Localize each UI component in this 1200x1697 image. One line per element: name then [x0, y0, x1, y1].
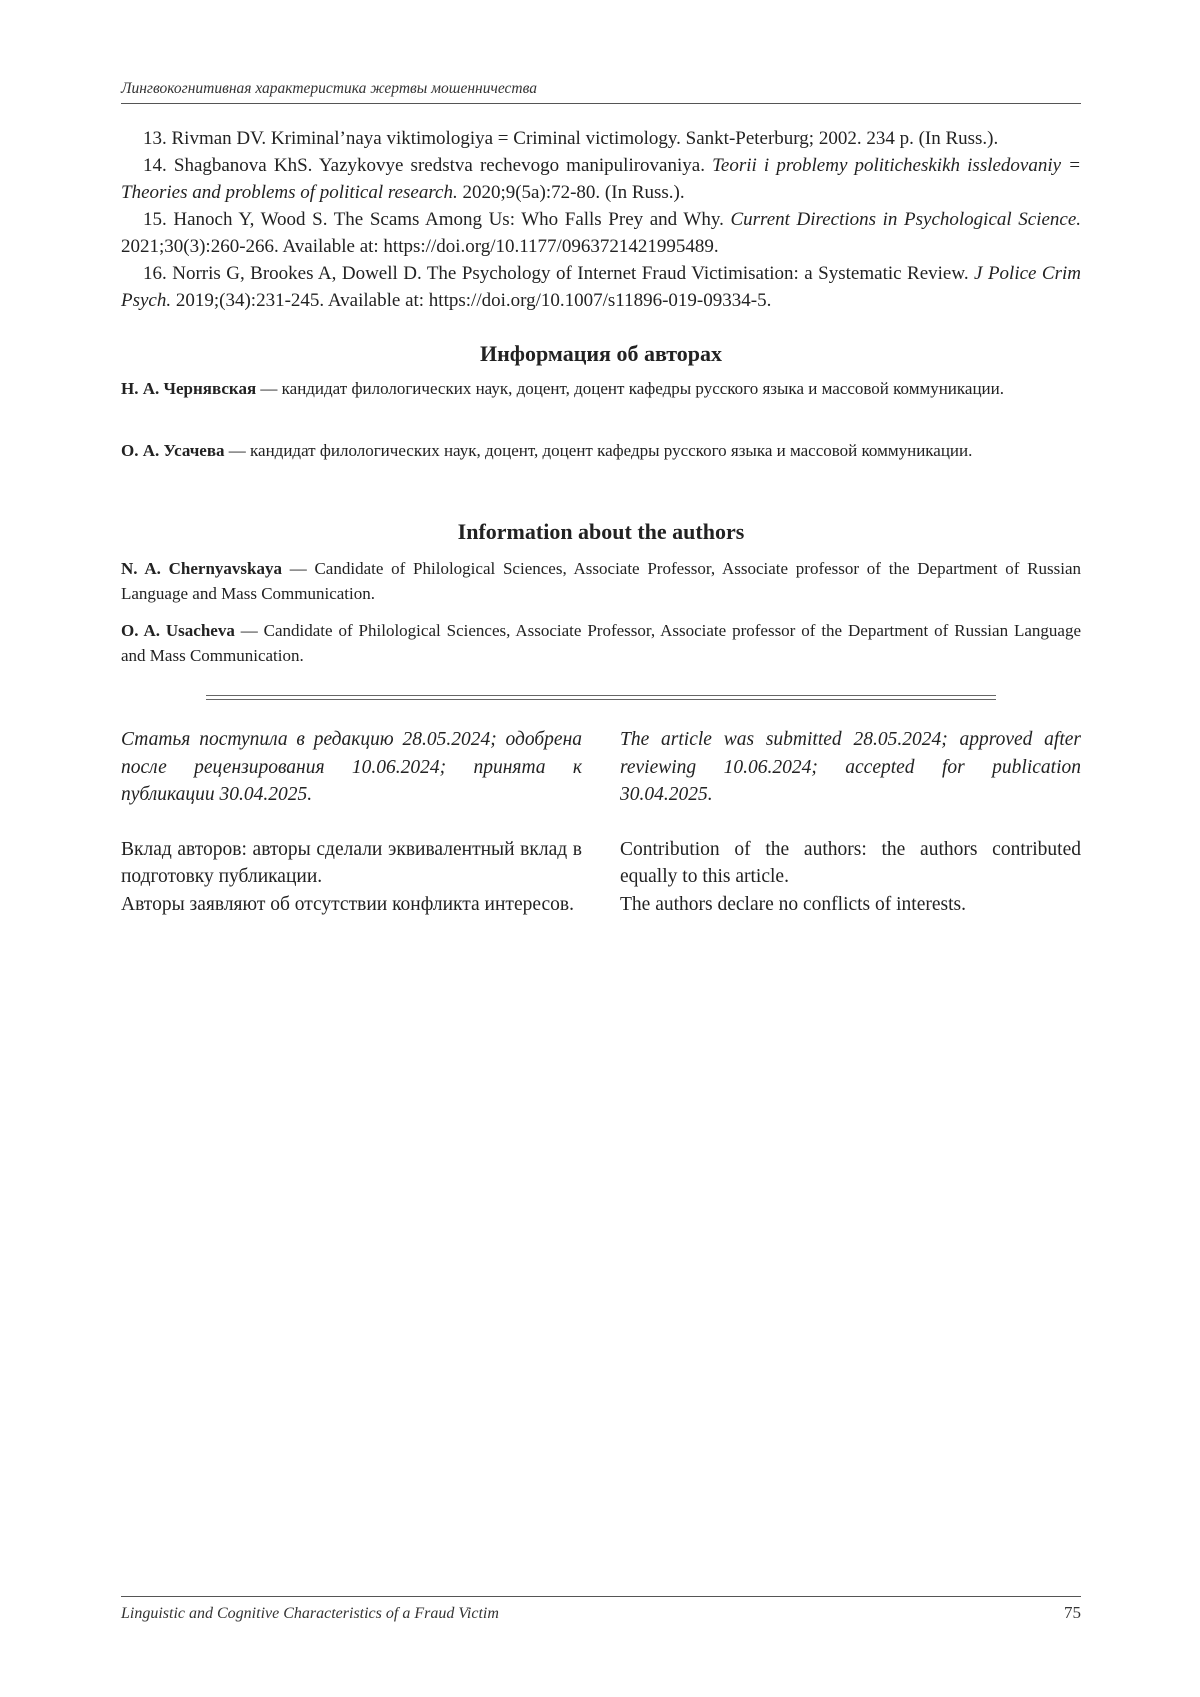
footer-rule [121, 1596, 1081, 1597]
article-info-en [620, 726, 1081, 918]
reference-text: Shagbanova KhS. Yazykovye sredstva rechevogo manipulirovaniya. [173, 155, 705, 176]
contribution-ru: Вклад авторов: авторы сделали эквивалентный вклад в подготовку публикации. [121, 838, 582, 887]
author-entry-ru-2 [121, 438, 1081, 463]
author-entry-en-2 [121, 618, 1081, 668]
authors-info-en-heading: Information about the authors [457, 519, 745, 544]
contribution-en: Contribution of the authors: the authors contributed equally to this article. [620, 838, 1081, 887]
authors-info-ru-heading: Информация об авторах [479, 341, 723, 366]
conflicts-ru: Авторы заявляют об отсутствии конфликта интересов. [121, 893, 574, 915]
author-name: O. A. Usacheva [121, 621, 235, 640]
reference-details: 2020;9(5a):72-80. (In Russ.). [462, 182, 685, 203]
author-description: — кандидат филологических наук, доцент, доцент кафедры русского языка и массовой коммуникации. [256, 379, 1004, 398]
reference-16 [121, 260, 1081, 314]
reference-text: Hanoch Y, Wood S. The Scams Among Us: Who Falls Prey and Why. [173, 209, 724, 230]
reference-details: 2021;30(3):260-266. Available at: https://doi.org/10.1177/0963721421995489. [121, 236, 719, 257]
reference-list [121, 125, 1081, 314]
page-number: 75 [1064, 1603, 1081, 1622]
conflicts-en: The authors declare no conflicts of interests. [620, 893, 967, 915]
reference-number: 15. [143, 209, 167, 230]
reference-source: Current Directions in Psychological Science. [730, 209, 1082, 230]
running-header: Лингвокогнитивная характеристика жертвы мошенничества [121, 80, 538, 97]
reference-15 [121, 206, 1081, 260]
submission-dates-ru: Статья поступила в редакцию 28.05.2024; одобрена после рецензирования 10.06.2024; принята к публикации 30.04.2025. [121, 729, 582, 805]
reference-number: 14. [143, 155, 167, 176]
author-entry-ru-1 [121, 376, 1081, 401]
section-divider [206, 695, 996, 700]
author-name: Н. А. Чернявская [121, 379, 257, 398]
submission-dates-en: The article was submitted 28.05.2024; approved after reviewing 10.06.2024; accepted for publication 30.04.2025. [620, 729, 1081, 805]
reference-text: Rivman DV. Kriminal’naya viktimologiya = Criminal victimology. Sankt-Peterburg; 2002. 234 p. (In Russ.). [171, 128, 999, 149]
running-footer: Linguistic and Cognitive Characteristics of a Fraud Victim [121, 1605, 499, 1622]
reference-number: 16. [143, 263, 167, 284]
author-description: — Candidate of Philological Sciences, Associate Professor, Associate professor of the Department of Russian Language and Mass Communication. [121, 621, 1082, 665]
author-name: О. А. Усачева [121, 441, 225, 460]
header-rule [121, 103, 1081, 104]
reference-details: 2019;(34):231-245. Available at: https://doi.org/10.1007/s11896-019-09334-5. [175, 290, 772, 311]
author-description: — кандидат филологических наук, доцент, доцент кафедры русского языка и массовой коммуникации. [224, 441, 973, 460]
reference-source: Teorii i problemy politicheskikh issledovaniy = Theories and problems of political research. [121, 155, 1082, 203]
reference-text: Norris G, Brookes A, Dowell D. The Psychology of Internet Fraud Victimisation: a Systematic Review. [172, 263, 969, 284]
article-info-ru [121, 726, 582, 918]
author-name: N. A. Chernyavskaya [121, 559, 282, 578]
reference-number: 13. [143, 128, 167, 149]
author-entry-en-1 [121, 556, 1081, 606]
reference-source: J Police Crim Psych. [121, 263, 1082, 311]
author-description: — Candidate of Philological Sciences, Associate Professor, Associate professor of the Department of Russian Language and Mass Communication. [121, 559, 1081, 603]
reference-13 [121, 125, 1081, 152]
reference-14 [121, 152, 1081, 206]
